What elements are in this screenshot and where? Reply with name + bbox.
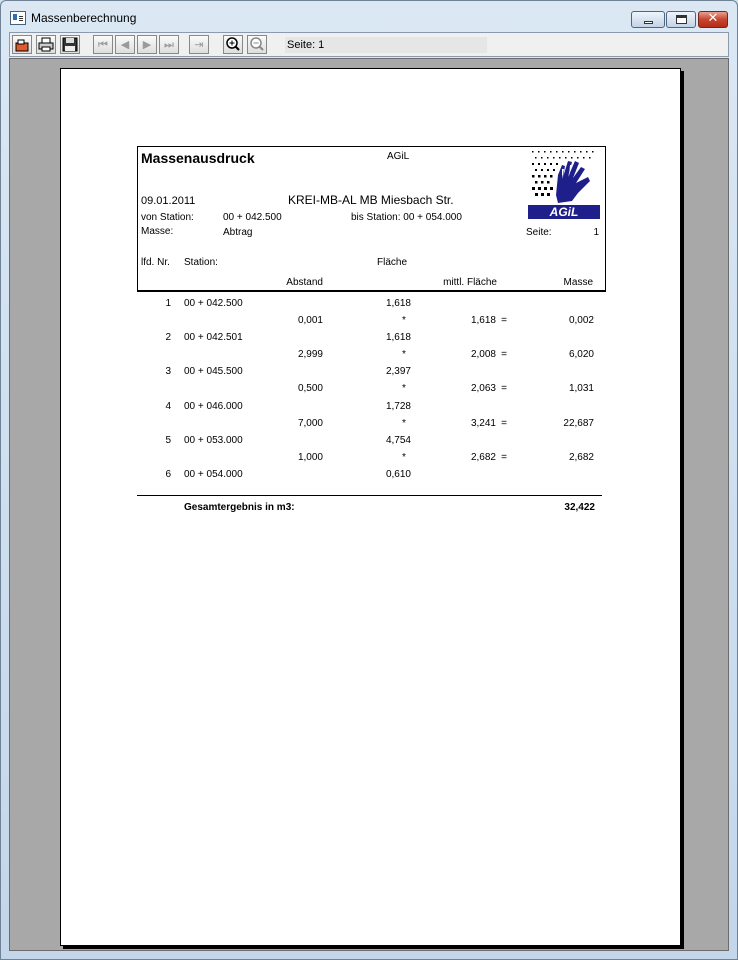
open-icon: [14, 37, 30, 52]
segment-row-abstand: 0,500: [297, 383, 323, 395]
last-page-icon: ⏭: [164, 38, 174, 51]
from-station-label: von Station:: [141, 212, 194, 223]
from-station-value: 00 + 042.500: [223, 212, 282, 223]
report-title: Massenausdruck: [141, 150, 255, 166]
minimize-icon: [644, 21, 653, 24]
station-row-nr: 4: [165, 400, 171, 412]
column-station: Station:: [184, 257, 218, 268]
close-icon: ✕: [707, 11, 719, 26]
station-row-flaeche: 1,618: [385, 298, 411, 309]
station-row-flaeche: 4,754: [385, 434, 411, 446]
open-button[interactable]: [12, 35, 32, 54]
station-row-flaeche: 1,728: [385, 400, 411, 412]
segment-row-mittl-flaeche: 1,618: [470, 315, 496, 326]
first-page-button[interactable]: [93, 35, 113, 54]
minimize-button[interactable]: [631, 11, 665, 28]
goto-page-icon: ⇥: [194, 38, 204, 51]
preview-area[interactable]: [9, 58, 729, 951]
goto-page-button[interactable]: [189, 35, 209, 54]
next-page-icon: ▶: [142, 38, 152, 51]
project-name: KREI-MB-AL MB Miesbach Str.: [288, 193, 454, 207]
segment-row-mittl-flaeche: 2,008: [470, 349, 496, 361]
report-page: [60, 68, 681, 946]
save-button[interactable]: [60, 35, 80, 54]
preview-toolbar: [9, 32, 729, 57]
zoom-out-button[interactable]: [247, 35, 267, 54]
station-row-station: 00 + 042.500: [184, 298, 243, 309]
segment-row-abstand: 2,999: [297, 349, 323, 361]
station-row-station: 00 + 042.501: [184, 332, 243, 344]
segment-row-masse: 0,002: [568, 315, 594, 326]
zoom-out-icon: [249, 37, 265, 52]
masse-label: Masse:: [141, 226, 174, 237]
previous-page-icon: ◀: [120, 38, 130, 51]
total-label: Gesamtergebnis in m3:: [184, 502, 295, 513]
first-page-icon: ⏮: [98, 38, 108, 51]
segment-row-masse: 2,682: [568, 451, 594, 463]
segment-row-masse: 22,687: [563, 417, 594, 429]
station-row-flaeche: 2,397: [385, 366, 411, 378]
column-flaeche: Fläche: [377, 257, 408, 268]
station-row-flaeche: 1,618: [385, 332, 411, 344]
segment-row-mittl-flaeche: 2,682: [470, 451, 496, 463]
printer-icon: [38, 37, 54, 52]
station-row-nr: 2: [165, 332, 171, 344]
segment-row-abstand: 1,000: [297, 451, 323, 463]
masse-value: Abtrag: [223, 227, 253, 238]
page-number: 1: [593, 227, 599, 238]
station-row-nr: 5: [165, 434, 171, 446]
column-lfd-nr: lfd. Nr.: [141, 257, 170, 268]
station-row-station: 00 + 045.500: [184, 366, 243, 378]
last-page-button[interactable]: [159, 35, 179, 54]
segment-row-operator: *: [402, 349, 406, 361]
segment-row-operator: *: [402, 383, 406, 395]
maximize-icon: [676, 15, 687, 24]
next-page-button[interactable]: [137, 35, 157, 54]
maximize-button[interactable]: [666, 11, 696, 28]
report-date: 09.01.2011: [141, 195, 196, 207]
company-name: AGiL: [387, 151, 410, 162]
column-masse: Masse: [563, 277, 593, 288]
total-value: 32,422: [564, 502, 595, 513]
station-row-nr: 1: [165, 298, 171, 309]
close-button[interactable]: [698, 11, 728, 28]
floppy-disk-icon: [62, 37, 78, 52]
column-mittl-flaeche: mittl. Fläche: [443, 277, 497, 288]
logo-wordmark: AGiL: [549, 205, 579, 219]
zoom-in-button[interactable]: [223, 35, 243, 54]
station-row-station: 00 + 054.000: [184, 469, 243, 480]
segment-row-operator: *: [402, 451, 406, 463]
app-icon[interactable]: [10, 11, 26, 25]
segment-row-masse: 1,031: [568, 383, 594, 395]
segment-row-equals: =: [501, 349, 507, 361]
title-bar[interactable]: [1, 1, 737, 31]
station-row-station: 00 + 053.000: [184, 434, 243, 446]
segment-row-equals: =: [501, 315, 507, 326]
station-row-flaeche: 0,610: [385, 469, 411, 480]
segment-row-equals: =: [501, 417, 507, 429]
segment-row-equals: =: [501, 451, 507, 463]
segment-row-mittl-flaeche: 2,063: [470, 383, 496, 395]
to-station: bis Station: 00 + 054.000: [351, 212, 462, 223]
segment-row-masse: 6,020: [568, 349, 594, 361]
page-label: Seite:: [526, 227, 552, 238]
station-row-nr: 6: [165, 469, 171, 480]
segment-row-abstand: 0,001: [297, 315, 323, 326]
page-indicator: Seite: 1: [285, 37, 487, 53]
station-row-nr: 3: [165, 366, 171, 378]
previous-page-button[interactable]: [115, 35, 135, 54]
column-abstand: Abstand: [286, 277, 323, 288]
segment-row-equals: =: [501, 383, 507, 395]
station-row-station: 00 + 046.000: [184, 400, 243, 412]
window-title: Massenberechnung: [31, 11, 137, 25]
segment-row-mittl-flaeche: 3,241: [470, 417, 496, 429]
total-divider: [137, 495, 602, 496]
segment-row-abstand: 7,000: [297, 417, 323, 429]
print-button[interactable]: [36, 35, 56, 54]
segment-row-operator: *: [402, 417, 406, 429]
zoom-in-icon: [225, 37, 241, 52]
agil-logo: [528, 149, 600, 219]
segment-row-operator: *: [402, 315, 406, 326]
